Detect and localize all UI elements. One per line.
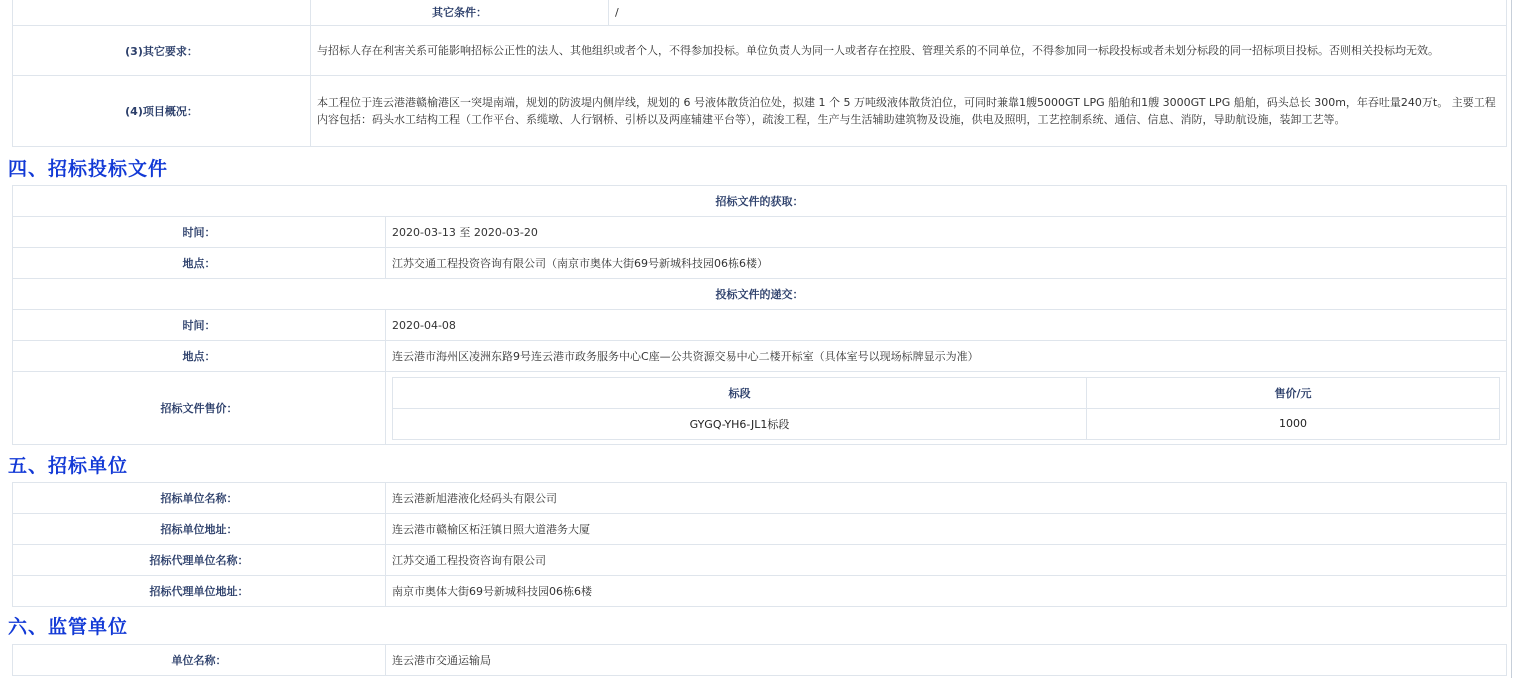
col-header-section: 标段 xyxy=(393,377,1087,408)
obtain-place-label: 地点： xyxy=(13,248,386,279)
obtain-header-row xyxy=(13,186,1507,217)
obtain-time-row xyxy=(13,217,1507,248)
tenderer-address-label: 招标单位地址： xyxy=(13,514,386,545)
project-overview-label: (4)项目概况： xyxy=(13,76,311,147)
price-cell-value: 1000 xyxy=(1087,408,1500,439)
supervisor-table xyxy=(12,644,1507,676)
submit-time-row xyxy=(13,310,1507,341)
agent-address-label: 招标代理单位地址： xyxy=(13,576,386,607)
price-label: 招标文件售价： xyxy=(13,372,386,445)
project-overview-value: 本工程位于连云港港赣榆港区一突堤南端，规划的防波堤内侧岸线，规划的 6 号液体散货泊位处，拟建 1 个 5 万吨级液体散货泊位，可同时兼靠1艘5000GT LPG 船舶和1艘 3000GT LPG 船舶，码头总长 300m，年吞吐量240万t。 主要工程内容包括：码头水工结构工程（工作平台、系缆墩、人行钢桥、引桥以及两座辅建平台等），疏浚工程，生产与生活辅助建筑物及设施，供电及照明，工艺控制系统、通信、信息、消防，导助航设施，装卸工艺等。 xyxy=(311,76,1507,147)
submit-place-row xyxy=(13,341,1507,372)
obtain-header: 招标文件的获取： xyxy=(13,186,1507,217)
agent-name-value: 江苏交通工程投资咨询有限公司 xyxy=(386,545,1507,576)
tenderer-address-value: 连云港市赣榆区柘汪镇日照大道港务大厦 xyxy=(386,514,1507,545)
supervisor-name-value: 连云港市交通运输局 xyxy=(386,645,1507,676)
tenderer-name-label: 招标单位名称： xyxy=(13,483,386,514)
project-overview-row xyxy=(13,76,1507,147)
section-title-bid-documents: 四、招标投标文件 xyxy=(8,158,169,180)
other-requirements-value: 与招标人存在利害关系可能影响招标公正性的法人、其他组织或者个人，不得参加投标。单位负责人为同一人或者存在控股、管理关系的不同单位，不得参加同一标段投标或者未划分标段的同一招标项目投标。否则相关投标均无效。 xyxy=(311,26,1507,76)
price-table xyxy=(392,377,1500,440)
obtain-place-row xyxy=(13,248,1507,279)
supervisor-name-row xyxy=(13,645,1507,676)
table-row xyxy=(393,408,1500,439)
tenderer-name-row xyxy=(13,483,1507,514)
obtain-place-value: 江苏交通工程投资咨询有限公司（南京市奥体大街69号新城科技园06栋6楼） xyxy=(386,248,1507,279)
other-requirements-label: (3)其它要求： xyxy=(13,26,311,76)
tenderer-table xyxy=(12,482,1507,607)
supervisor-name-label: 单位名称： xyxy=(13,645,386,676)
submit-header: 投标文件的递交： xyxy=(13,279,1507,310)
submit-place-label: 地点： xyxy=(13,341,386,372)
other-conditions-label: 其它条件： xyxy=(311,0,609,26)
section-title-tenderer: 五、招标单位 xyxy=(8,455,129,477)
tenderer-address-row xyxy=(13,514,1507,545)
obtain-time-label: 时间： xyxy=(13,217,386,248)
submit-header-row xyxy=(13,279,1507,310)
section-title-supervisor: 六、监管单位 xyxy=(8,616,129,638)
requirements-table xyxy=(12,0,1507,147)
agent-address-value: 南京市奥体大街69号新城科技园06栋6楼 xyxy=(386,576,1507,607)
price-row xyxy=(13,372,1507,445)
other-requirements-row xyxy=(13,26,1507,76)
submit-time-value: 2020-04-08 xyxy=(386,310,1507,341)
col-header-price: 售价/元 xyxy=(1087,377,1500,408)
tenderer-name-value: 连云港新旭港液化烃码头有限公司 xyxy=(386,483,1507,514)
price-table-header-row xyxy=(393,377,1500,408)
bid-documents-table xyxy=(12,185,1507,445)
obtain-time-value: 2020-03-13 至 2020-03-20 xyxy=(386,217,1507,248)
agent-name-row xyxy=(13,545,1507,576)
price-cell xyxy=(386,372,1507,445)
submit-place-value: 连云港市海州区凌洲东路9号连云港市政务服务中心C座—公共资源交易中心二楼开标室（具体室号以现场标牌显示为准） xyxy=(386,341,1507,372)
other-conditions-row xyxy=(13,0,1507,26)
submit-time-label: 时间： xyxy=(13,310,386,341)
agent-name-label: 招标代理单位名称： xyxy=(13,545,386,576)
agent-address-row xyxy=(13,576,1507,607)
section-cell: GYGQ-YH6-JL1标段 xyxy=(393,408,1087,439)
other-conditions-value: / xyxy=(609,0,1507,26)
